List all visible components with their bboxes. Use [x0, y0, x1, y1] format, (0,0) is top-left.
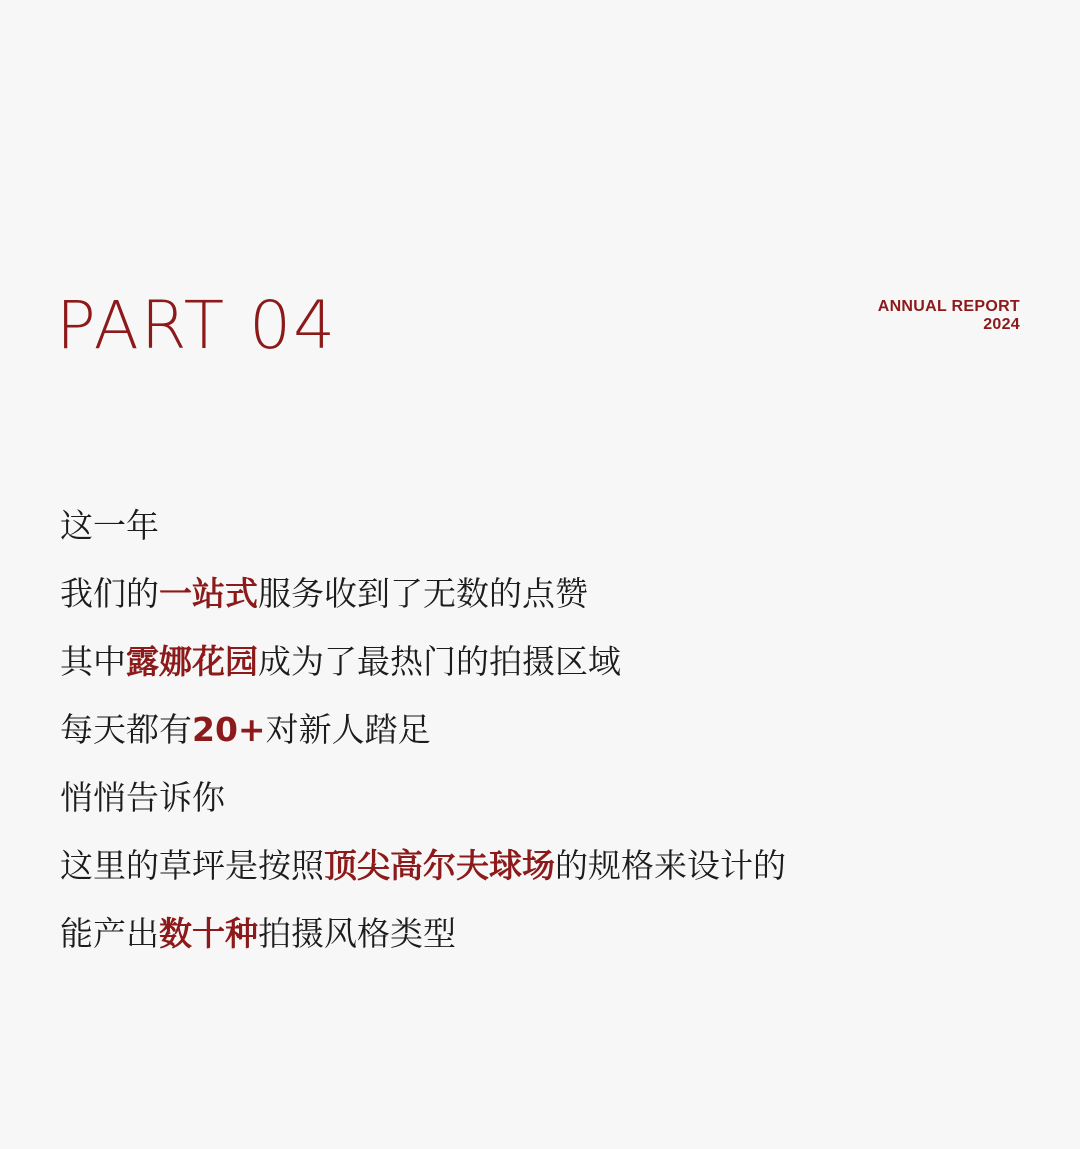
text-segment: 对新人踏足 [265, 710, 431, 749]
text-line [60, 560, 1020, 628]
report-label: ANNUAL REPORT [877, 298, 1020, 315]
text-line [60, 900, 1020, 968]
highlight-text: 一站式 [159, 574, 258, 613]
part-title: PART 04 [56, 287, 338, 364]
text-line [60, 628, 1020, 696]
text-segment: 拍摄风格类型 [258, 914, 456, 953]
body-text [60, 492, 1020, 968]
text-segment: 每天都有 [60, 710, 192, 749]
text-segment: 其中 [60, 642, 126, 681]
text-segment: 服务收到了无数的点赞 [258, 574, 588, 613]
text-segment: 的规格来设计的 [555, 846, 786, 885]
highlight-text: 数十种 [159, 914, 258, 953]
text-segment: 悄悄告诉你 [60, 778, 225, 817]
text-line [60, 832, 1020, 900]
report-year: 2024 [983, 316, 1020, 333]
text-segment: 我们的 [60, 574, 159, 613]
highlight-text: 露娜花园 [126, 642, 258, 681]
annual-report-tag [878, 298, 1020, 334]
highlight-text: 20+ [192, 710, 266, 749]
text-line [60, 764, 1020, 832]
text-line [60, 696, 1020, 764]
text-segment: 这里的草坪是按照 [60, 846, 324, 885]
text-segment: 成为了最热门的拍摄区域 [258, 642, 621, 681]
text-segment: 能产出 [60, 914, 159, 953]
text-line [60, 492, 1020, 560]
text-segment: 这一年 [60, 506, 159, 545]
highlight-text: 顶尖高尔夫球场 [324, 846, 555, 885]
